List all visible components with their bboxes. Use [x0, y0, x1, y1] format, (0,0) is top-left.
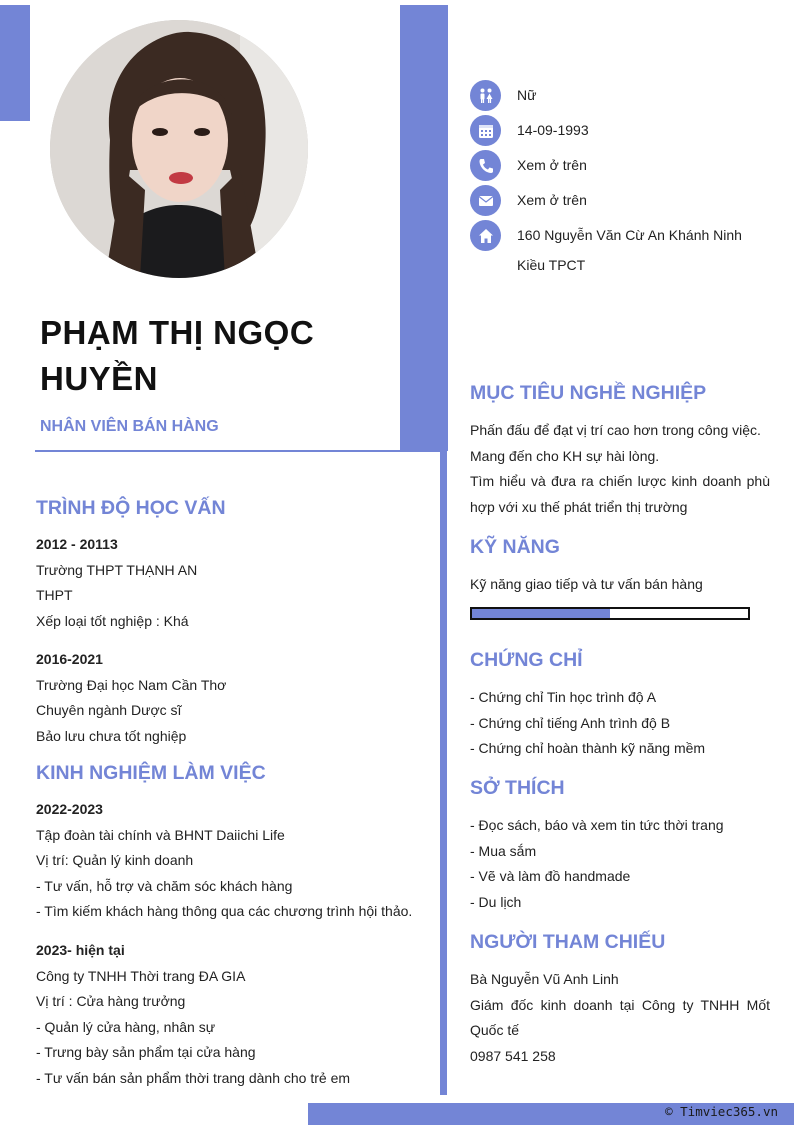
references-details — [470, 967, 770, 1069]
reference-name: Bà Nguyễn Vũ Anh Linh — [470, 971, 619, 987]
home-icon — [470, 220, 501, 251]
education-school: Trường Đại học Nam Cần Thơ — [36, 676, 227, 693]
experience-duty: - Tư vấn, hỗ trợ và chăm sóc khách hàng — [36, 877, 293, 894]
education-entry-1 — [36, 532, 416, 634]
hobbies-title: SỞ THÍCH — [470, 777, 565, 799]
experience-period: 2023- hiện tại — [36, 942, 125, 958]
experience-duty: - Tìm kiếm khách hàng thông qua các chương trình hội thảo. — [36, 903, 413, 919]
experience-title: KINH NGHIỆM LÀM VIỆC — [36, 762, 266, 784]
skills-title: KỸ NĂNG — [470, 536, 560, 558]
experience-role: Vị trí: Quản lý kinh doanh — [36, 852, 194, 868]
experience-company: Tập đoàn tài chính và BHNT Daiichi Life — [36, 826, 285, 843]
reference-position: Giám đốc kinh doanh tại Công ty TNHH Mốt — [470, 996, 770, 1013]
email-text: Xem ở trên — [517, 192, 587, 208]
education-detail: Xếp loại tốt nghiệp : Khá — [36, 612, 189, 629]
hobby-item: - Vẽ và làm đồ handmade — [470, 868, 631, 884]
contact-address — [470, 220, 770, 280]
contact-info — [470, 80, 770, 280]
reference-phone: 0987 541 258 — [470, 1047, 556, 1064]
education-detail: THPT — [36, 587, 73, 603]
experience-company: Công ty TNHH Thời trang ĐA GIA — [36, 967, 246, 984]
contact-gender — [470, 80, 770, 115]
education-detail: Bảo lưu chưa tốt nghiệp — [36, 727, 187, 744]
accent-block-top-left — [0, 5, 30, 121]
experience-duty: - Trưng bày sản phẩm tại cửa hàng — [36, 1044, 256, 1060]
skill-item — [470, 572, 770, 598]
contact-phone — [470, 150, 770, 185]
experience-entry-2 — [36, 938, 431, 1091]
objective-line: hợp với xu thế phát triển thị trường — [470, 498, 688, 515]
gender-text: Nữ — [517, 87, 537, 103]
objective-text — [470, 418, 770, 520]
certificates-title: CHỨNG CHỈ — [470, 649, 583, 671]
accent-bar-middle — [400, 5, 448, 451]
portrait-illustration — [50, 20, 308, 278]
objective-line: Mang đến cho KH sự hài lòng. — [470, 447, 660, 464]
hobby-item: - Đọc sách, báo và xem tin tức thời trang — [470, 817, 724, 833]
hobbies-list — [470, 813, 780, 915]
education-detail: Chuyên ngành Dược sĩ — [36, 702, 182, 718]
objective-title: MỤC TIÊU NGHỀ NGHIỆP — [470, 382, 707, 404]
experience-role: Vị trí : Cửa hàng trưởng — [36, 993, 186, 1009]
vertical-divider — [440, 450, 447, 1095]
mail-icon — [470, 185, 501, 216]
address-line-2: Kiều TPCT — [517, 257, 586, 273]
certificate-item: - Chứng chỉ tiếng Anh trình độ B — [470, 714, 671, 731]
experience-period: 2022-2023 — [36, 801, 103, 817]
name-line-1: PHẠM THỊ NGỌC — [40, 314, 315, 351]
horizontal-divider — [35, 450, 445, 452]
certificates-list — [470, 685, 780, 762]
objective-line: Phấn đấu để đạt vị trí cao hơn trong công việc. — [470, 422, 761, 438]
education-entry-2 — [36, 647, 416, 749]
experience-duty: - Tư vấn bán sản phẩm thời trang dành cho trẻ em — [36, 1069, 351, 1086]
education-period: 2012 - 20113 — [36, 536, 118, 552]
skill-level-fill — [472, 609, 610, 618]
hobby-item: - Mua sắm — [470, 842, 537, 859]
calendar-icon — [470, 115, 501, 146]
phone-icon — [470, 150, 501, 181]
address-text — [517, 220, 742, 280]
name-line-2: HUYỀN — [40, 360, 159, 397]
job-title: NHÂN VIÊN BÁN HÀNG — [40, 418, 219, 435]
phone-text: Xem ở trên — [517, 157, 587, 173]
certificate-item: - Chứng chỉ hoàn thành kỹ năng mềm — [470, 740, 706, 756]
certificate-item: - Chứng chỉ Tin học trình độ A — [470, 689, 657, 705]
birthday-text: 14-09-1993 — [517, 122, 589, 138]
skill-name: Kỹ năng giao tiếp và tư vấn bán hàng — [470, 576, 703, 592]
references-title: NGƯỜI THAM CHIẾU — [470, 931, 666, 953]
gender-icon — [470, 80, 501, 111]
objective-line: Tìm hiểu và đưa ra chiến lược kinh doanh phù — [470, 473, 770, 489]
footer-watermark: © Timviec365.vn — [665, 1104, 778, 1119]
education-period: 2016-2021 — [36, 651, 103, 667]
candidate-name — [40, 310, 380, 402]
contact-email — [470, 185, 770, 220]
education-title: TRÌNH ĐỘ HỌC VẤN — [36, 497, 226, 519]
education-school: Trường THPT THẠNH AN — [36, 561, 198, 578]
hobby-item: - Du lịch — [470, 893, 522, 910]
address-line-1: 160 Nguyễn Văn Cừ An Khánh Ninh — [517, 227, 742, 243]
contact-birthday — [470, 115, 770, 150]
reference-position: Quốc tế — [470, 1022, 520, 1038]
experience-duty: - Quản lý cửa hàng, nhân sự — [36, 1018, 216, 1035]
avatar — [50, 20, 308, 278]
skill-level-bar — [470, 607, 750, 620]
experience-entry-1 — [36, 797, 431, 925]
